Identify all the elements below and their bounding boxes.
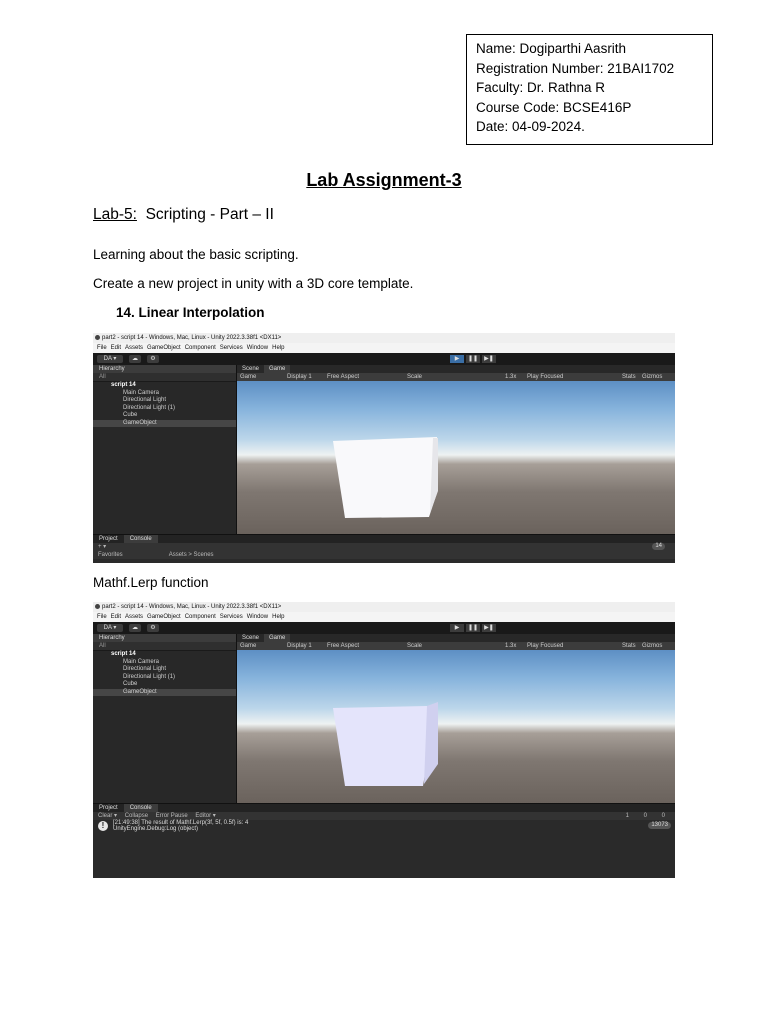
tab-game[interactable]: Game [264,634,290,642]
error-zero-count[interactable]: 0 [661,813,665,819]
section-heading: 14. Linear Interpolation [116,305,265,320]
toolbar [93,622,675,634]
hierarchy-item[interactable]: Cube [123,412,138,418]
view-tabs [237,634,675,642]
aspect-dropdown[interactable]: Free Aspect [327,643,360,649]
menu-bar [93,612,675,622]
display-dropdown[interactable]: Display 1 [287,374,312,380]
log-stacktrace: UnityEngine.Debug:Log (object) [113,826,199,832]
menu-edit[interactable]: Edit [110,345,122,351]
display-dropdown[interactable]: Display 1 [287,643,312,649]
student-name: Name: Dogiparthi Aasrith [476,41,627,56]
log-count-badge: 13073 [648,822,671,829]
date: Date: 04-09-2024. [476,119,585,135]
window-title: part2 - script 14 - Windows, Mac, Linux - Unity 2022.3.38f1 <DX11> [93,333,675,343]
hierarchy-item[interactable]: GameObject [93,420,236,428]
menu-window[interactable]: Window [246,614,269,620]
menu-help[interactable]: Help [272,345,285,351]
step-button[interactable]: ▶❚ [482,624,496,632]
lab-prefix: Lab-5: [93,206,137,223]
play-focused-dropdown[interactable]: Play Focused [527,643,564,649]
menu-services[interactable]: Services [219,345,243,351]
aspect-dropdown[interactable]: Free Aspect [327,374,360,380]
account-button[interactable]: DA ▾ [97,624,123,632]
add-icon[interactable]: + ▾ [98,544,107,550]
menu-component[interactable]: Component [184,345,216,351]
menu-gameobject[interactable]: GameObject [147,345,181,351]
unity-screenshot-1 [93,333,675,563]
menu-bar [93,343,675,353]
hierarchy-panel [93,634,237,804]
scale-label: Scale [407,374,423,380]
step-button[interactable]: ▶❚ [482,355,496,363]
clear-button[interactable]: Clear ▾ [98,813,118,819]
account-button[interactable]: DA ▾ [97,355,123,363]
student-info-box [466,34,713,145]
warning-zero-count[interactable]: 0 [643,813,647,819]
tab-game[interactable]: Game [264,365,290,373]
tab-console[interactable]: Console [124,535,158,543]
gizmos-button[interactable]: Gizmos [642,374,663,380]
cloud-icon[interactable]: ☁ [129,624,141,632]
menu-file[interactable]: File [97,614,107,620]
menu-edit[interactable]: Edit [110,614,122,620]
hierarchy-item[interactable]: Main Camera [123,389,160,396]
cloud-icon[interactable]: ☁ [129,355,141,363]
warning-count[interactable]: 1 [625,813,629,819]
menu-window[interactable]: Window [246,345,269,351]
tab-console[interactable]: Console [124,804,158,812]
hierarchy-tab[interactable]: Hierarchy [93,365,236,373]
game-toolbar [237,642,675,650]
game-dropdown[interactable]: Game [240,374,257,380]
tab-scene[interactable]: Scene [242,635,260,641]
hierarchy-search[interactable]: All [93,373,236,382]
scene-item[interactable]: script 14 [111,651,136,657]
game-toolbar [237,373,675,381]
hierarchy-item[interactable]: Directional Light [123,397,167,403]
course-code: Course Code: BCSE416P [476,99,632,115]
cube [237,650,675,800]
tab-project[interactable]: Project [99,536,118,542]
bottom-panel [93,803,675,878]
menu-services[interactable]: Services [219,614,243,620]
asset-count: 14 [652,543,665,550]
pause-button[interactable]: ❚❚ [467,356,479,362]
game-view[interactable] [237,650,675,804]
stats-button[interactable]: Stats [622,374,636,380]
hierarchy-panel [93,365,237,535]
settings-icon[interactable]: ⚙ [147,624,159,632]
unity-logo-icon [95,335,100,340]
scale-value: 1.3x [505,643,517,649]
title-text: Lab Assignment-3 [306,170,462,190]
console-log-entry[interactable] [93,820,675,832]
paragraph-2: Create a new project in unity with a 3D core template. [93,276,414,291]
scale-value: 1.3x [505,374,517,380]
scale-label: Scale [407,643,423,649]
project-search-row [93,543,675,551]
scene-item[interactable]: script 14 [111,382,136,388]
hierarchy-item[interactable]: Directional Light (1) [123,673,176,680]
paragraph-1: Learning about the basic scripting. [93,247,299,262]
toolbar [93,353,675,365]
assets-breadcrumb[interactable]: Assets > Scenes [168,552,214,558]
error-pause-button[interactable]: Error Pause [155,813,188,819]
document-title [0,170,768,191]
editor-dropdown[interactable]: Editor ▾ [195,813,216,819]
faculty: Faculty: Dr. Rathna R [476,80,606,96]
game-dropdown[interactable]: Game [240,643,257,649]
console-toolbar [93,812,675,820]
settings-icon[interactable]: ⚙ [147,355,159,363]
registration-number: Registration Number: 21BAI1702 [476,60,675,76]
play-focused-dropdown[interactable]: Play Focused [527,374,564,380]
hierarchy-item[interactable]: Directional Light (1) [123,404,176,411]
hierarchy-search[interactable]: All [93,642,236,651]
hierarchy-tab[interactable]: Hierarchy [93,634,236,642]
lab-heading [93,206,274,224]
lab-rest: Scripting - Part – II [136,206,274,223]
view-tabs [237,365,675,373]
stats-button[interactable]: Stats [622,643,636,649]
cube [237,381,675,531]
game-view[interactable] [237,381,675,535]
menu-assets[interactable]: Assets [125,614,144,620]
hierarchy-item[interactable]: Cube [123,681,138,687]
favorites-item[interactable]: Favorites [98,552,123,558]
unity-logo-icon [95,604,100,609]
menu-component[interactable]: Component [184,614,216,620]
tab-scene[interactable]: Scene [242,366,260,372]
tab-project[interactable]: Project [99,805,118,811]
hierarchy-item[interactable]: Directional Light [123,666,167,672]
menu-file[interactable]: File [97,345,107,351]
play-button[interactable]: ▶ [450,355,464,363]
collapse-button[interactable]: Collapse [124,813,149,819]
hierarchy-item[interactable]: Main Camera [123,658,160,665]
menu-help[interactable]: Help [272,614,285,620]
favorites-row [93,551,675,559]
info-icon: ! [98,821,108,831]
play-button[interactable]: ▶ [450,624,464,632]
menu-gameobject[interactable]: GameObject [147,614,181,620]
gizmos-button[interactable]: Gizmos [642,643,663,649]
menu-assets[interactable]: Assets [125,345,144,351]
hierarchy-item[interactable]: GameObject [93,689,236,697]
unity-screenshot-2 [93,602,675,878]
caption-mathf-lerp: Mathf.Lerp function [93,575,209,590]
bottom-panel [93,534,675,563]
pause-button[interactable]: ❚❚ [467,625,479,631]
log-message: [21:49:38] The result of Mathf.Lerp(3f, 5f, 0.5f) is: 4 [113,820,249,826]
window-title: part2 - script 14 - Windows, Mac, Linux - Unity 2022.3.38f1 <DX11> [93,602,675,612]
